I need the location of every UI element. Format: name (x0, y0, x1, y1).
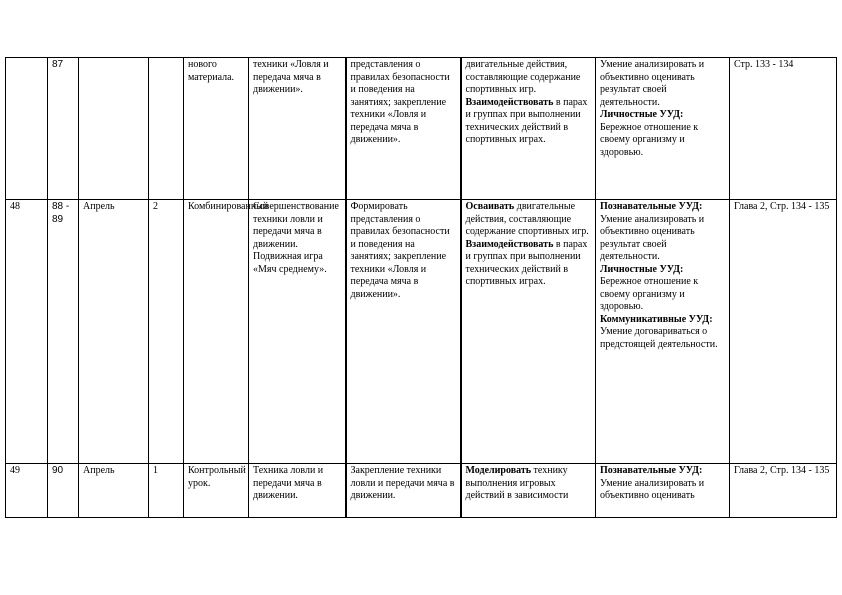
month-cell (79, 58, 149, 200)
lesson-number (6, 58, 48, 200)
student-activity: Моделировать технику выполнения игровых действий в зависимости (461, 464, 596, 518)
lesson-type: Контрольный урок. (184, 464, 249, 518)
lesson-number: 49 (6, 464, 48, 518)
table-row (6, 200, 837, 464)
lesson-topic: техники «Ловля и передача мяча в движении». (249, 58, 346, 200)
month-cell: Апрель (79, 200, 149, 464)
lesson-goals: Формировать представления о правилах безопасности и поведения на занятиях; закрепление техники «Ловля и передача мяча в движении». (346, 200, 461, 464)
lesson-type: нового материала. (184, 58, 249, 200)
table-row (6, 58, 837, 200)
textbook-pages: Глава 2, Стр. 134 - 135 (730, 200, 837, 464)
uud-cell: Познавательные УУД: Умение анализировать и объективно оценивать (596, 464, 730, 518)
lesson-plan-table (5, 57, 837, 518)
lesson-type: Комбинированный (184, 200, 249, 464)
uud-cell: Умение анализировать и объективно оценивать результат своей деятельности. Личностные УУД: Бережное отношение к своему организму и здоровью. (596, 58, 730, 200)
hours-number: 87 (48, 58, 79, 200)
hours-cell: 2 (149, 200, 184, 464)
table-row (6, 464, 837, 518)
lesson-topic: Техника ловли и передачи мяча в движении. (249, 464, 346, 518)
month-cell: Апрель (79, 464, 149, 518)
textbook-pages: Стр. 133 - 134 (730, 58, 837, 200)
hours-cell: 1 (149, 464, 184, 518)
hours-number: 88 - 89 (48, 200, 79, 464)
hours-cell (149, 58, 184, 200)
lesson-topic: Совершенствование техники ловли и передачи мяча в движении. Подвижная игра «Мяч среднему». (249, 200, 346, 464)
textbook-pages: Глава 2, Стр. 134 - 135 (730, 464, 837, 518)
uud-cell: Познавательные УУД: Умение анализировать и объективно оценивать результат своей деятельности. Личностные УУД: Бережное отношение к своему организму и здоровью. Коммуникативные УУД: Умение договариваться о предстоящей деятельности. (596, 200, 730, 464)
lesson-goals: Закрепление техники ловли и передачи мяча в движении. (346, 464, 461, 518)
lesson-goals: представления о правилах безопасности и поведения на занятиях; закрепление техники «Ловля и передача мяча в движении». (346, 58, 461, 200)
lesson-number: 48 (6, 200, 48, 464)
student-activity: двигательные действия, составляющие содержание спортивных игр. Взаимодействовать в парах и группах при выполнении технических действий в спортивных играх. (461, 58, 596, 200)
hours-number: 90 (48, 464, 79, 518)
student-activity: Осваивать двигательные действия, составляющие содержание спортивных игр. Взаимодействовать в парах и группах при выполнении технических действий в спортивных играх. (461, 200, 596, 464)
